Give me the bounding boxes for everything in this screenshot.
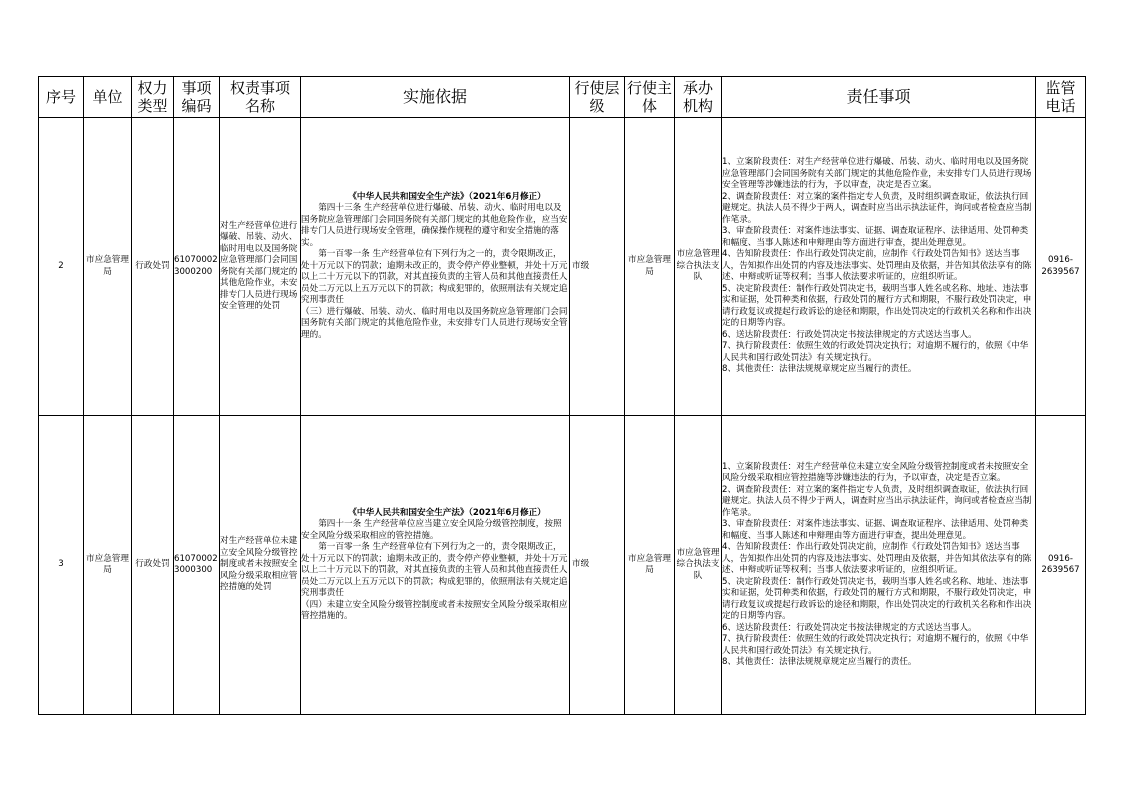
cell-phone: 0916- 2639567 bbox=[1036, 416, 1086, 715]
power-responsibility-table bbox=[38, 76, 1086, 715]
responsibility-item: 3、审查阶段责任：对案件违法事实、证据、调查取证程序、法律适用、处罚种类和幅度、当事人陈述和申辩理由等方面进行审查，提出处理意见。 bbox=[722, 519, 1029, 541]
basis-paragraph: 第一百零一条 生产经营单位有下列行为之一的，责令限期改正，处十万元以下的罚款；逾期未改正的，责令停产停业整顿，并处十万元以上二十万元以下的罚款，对其直接负责的主管人员和其他直接责任人员处二万元以上五万元以下的罚款；构成犯罪的，依照刑法有关规定追究刑事责任 bbox=[301, 249, 568, 306]
cell-code: 61070002 3000200 bbox=[174, 118, 220, 416]
header-row bbox=[39, 77, 1086, 118]
basis-paragraph: 第四十一条 生产经营单位应当建立安全风险分级管控制度，按照安全风险分级采取相应的管控措施。 bbox=[301, 519, 562, 541]
cell-phone: 0916- 2639567 bbox=[1036, 118, 1086, 416]
header-agency: 承办 机构 bbox=[675, 77, 722, 118]
law-title: 《中华人民共和国安全生产法》（2021年6月修正） bbox=[348, 191, 546, 202]
cell-power-type: 行政处罚 bbox=[132, 118, 174, 416]
responsibility-item: 8、其他责任：法律法规规章规定应当履行的责任。 bbox=[722, 657, 917, 667]
cell-basis bbox=[301, 416, 570, 715]
cell-seq: 3 bbox=[39, 416, 84, 715]
header-item-name: 权责事项 名称 bbox=[220, 77, 301, 118]
cell-agency: 市应急管理综合执法支队 bbox=[675, 118, 722, 416]
basis-paragraph: 第一百零一条 生产经营单位有下列行为之一的，责令限期改正，处十万元以下的罚款；逾期未改正的，责令停产停业整顿，并处十万元以上二十万元以下的罚款，对其直接负责的主管人员和其他直接责任人员处二万元以上五万元以下的罚款；构成犯罪的，依照刑法有关规定追究刑事责任 bbox=[301, 542, 568, 598]
responsibility-item: 5、决定阶段责任：制作行政处罚决定书，载明当事人姓名或名称、地址、违法事实和证据，处罚种类和依据，行政处罚的履行方式和期限，不服行政处罚决定，申请行政复议或提起行政诉讼的途径和期限，作出处罚决定的行政机关名称和作出决定的日期等内容。 bbox=[722, 283, 1032, 329]
header-seq: 序号 bbox=[39, 77, 84, 118]
responsibility-item: 4、告知阶段责任：作出行政处罚决定前，应制作《行政处罚告知书》送达当事人，告知拟作出处罚的内容及违法事实、处罚理由及依据，并告知其依法享有的陈述、申辩或听证等权利；当事人依法要求听证的，应组织听证。 bbox=[722, 249, 1032, 283]
responsibility-item: 6、送达阶段责任：行政处罚决定书按法律规定的方式送达当事人。 bbox=[722, 329, 977, 340]
header-subject: 行使主 体 bbox=[625, 77, 675, 118]
responsibility-item: 8、其他责任：法律法规规章规定应当履行的责任。 bbox=[722, 364, 917, 375]
basis-paragraph: 第四十三条 生产经营单位进行爆破、吊装、动火、临时用电以及国务院应急管理部门会同国务院有关部门规定的其他危险作业，应当安排专门人员进行现场安全管理，确保操作规程的遵守和安全措施的落实。 bbox=[301, 203, 568, 248]
law-title: 《中华人民共和国安全生产法》（2021年6月修正） bbox=[348, 507, 546, 518]
cell-subject: 市应急管理局 bbox=[625, 416, 675, 715]
cell-item-name: 对生产经营单位未建立安全风险分级管控制度或者未按照安全风险分级采取相应管控措施的处罚 bbox=[220, 416, 301, 715]
responsibility-item: 2、调查阶段责任：对立案的案件指定专人负责，及时组织调查取证，依法执行回避规定。执法人员不得少于两人，调查时应当出示执法证件，询问或者检查应当制作笔录。 bbox=[722, 191, 1032, 225]
cell-level: 市级 bbox=[570, 416, 625, 715]
header-code: 事项 编码 bbox=[174, 77, 220, 118]
basis-paragraph: （四）未建立安全风险分级管控制度或者未按照安全风险分级采取相应管控措施的。 bbox=[301, 599, 568, 621]
cell-seq: 2 bbox=[39, 118, 84, 416]
responsibility-item: 2、调查阶段责任：对立案的案件指定专人负责，及时组织调查取证，依法执行回避规定。执法人员不得少于两人，调查时应当出示执法证件，询问或者检查应当制作笔录。 bbox=[722, 484, 1032, 518]
cell-agency: 市应急管理综合执法支队 bbox=[675, 416, 722, 715]
cell-responsibilities bbox=[722, 416, 1036, 715]
cell-item-name: 对生产经营单位进行爆破、吊装、动火、临时用电以及国务院应急管理部门会同国务院有关部门规定的其他危险作业，未安排专门人员进行现场安全管理的处罚 bbox=[220, 118, 301, 416]
responsibility-item: 4、告知阶段责任：作出行政处罚决定前，应制作《行政处罚告知书》送达当事人，告知拟作出处罚的内容及违法事实、处罚理由及依据，并告知其依法享有的陈述、申辩或听证等权利；当事人依法要求听证的，应组织听证。 bbox=[722, 542, 1032, 575]
cell-unit: 市应急管理局 bbox=[84, 416, 132, 715]
basis-paragraph: （三）进行爆破、吊装、动火、临时用电以及国务院应急管理部门会同国务院有关部门规定的其他危险作业，未安排专门人员进行现场安全管理的。 bbox=[301, 306, 568, 340]
responsibility-item: 6、送达阶段责任：行政处罚决定书按法律规定的方式送达当事人。 bbox=[722, 622, 977, 633]
header-power-type: 权力 类型 bbox=[132, 77, 174, 118]
header-unit: 单位 bbox=[84, 77, 132, 118]
header-basis: 实施依据 bbox=[301, 77, 570, 118]
responsibility-item: 1、立案阶段责任：对生产经营单位进行爆破、吊装、动火、临时用电以及国务院应急管理部门会同国务院有关部门规定的其他危险作业，未安排专门人员进行现场安全管理等涉嫌违法的行为，予以审查，决定是否立案。 bbox=[722, 157, 1032, 191]
cell-unit: 市应急管理局 bbox=[84, 118, 132, 416]
responsibility-item: 7、执行阶段责任：依照生效的行政处罚决定执行；对逾期不履行的，依照《中华人民共和国行政处罚法》有关规定执行。 bbox=[722, 634, 1029, 656]
cell-basis bbox=[301, 118, 570, 416]
cell-responsibilities bbox=[722, 118, 1036, 416]
responsibility-item: 1、立案阶段责任：对生产经营单位未建立安全风险分级管控制度或者未按照安全风险分级采取相应管控措施等涉嫌违法的行为，予以审查，决定是否立案。 bbox=[722, 461, 1029, 483]
header-phone: 监管 电话 bbox=[1036, 77, 1086, 118]
cell-level: 市级 bbox=[570, 118, 625, 416]
responsibility-item: 5、决定阶段责任：制作行政处罚决定书，载明当事人姓名或名称、地址、违法事实和证据，处罚种类和依据，行政处罚的履行方式和期限，不服行政处罚决定，申请行政复议或提起行政诉讼的途径和期限，作出处罚决定的行政机关名称和作出决定的日期等内容。 bbox=[722, 576, 1032, 621]
table-row bbox=[39, 416, 1086, 715]
table-row bbox=[39, 118, 1086, 416]
header-level: 行使层 级 bbox=[570, 77, 625, 118]
cell-subject: 市应急管理局 bbox=[625, 118, 675, 416]
responsibility-item: 3、审查阶段责任：对案件违法事实、证据、调查取证程序、法律适用、处罚种类和幅度、当事人陈述和申辩理由等方面进行审查，提出处理意见。 bbox=[722, 226, 1029, 248]
header-responsibilities: 责任事项 bbox=[722, 77, 1036, 118]
cell-code: 61070002 3000300 bbox=[174, 416, 220, 715]
responsibility-item: 7、执行阶段责任：依照生效的行政处罚决定执行；对逾期不履行的，依照《中华人民共和国行政处罚法》有关规定执行。 bbox=[722, 341, 1029, 363]
cell-power-type: 行政处罚 bbox=[132, 416, 174, 715]
